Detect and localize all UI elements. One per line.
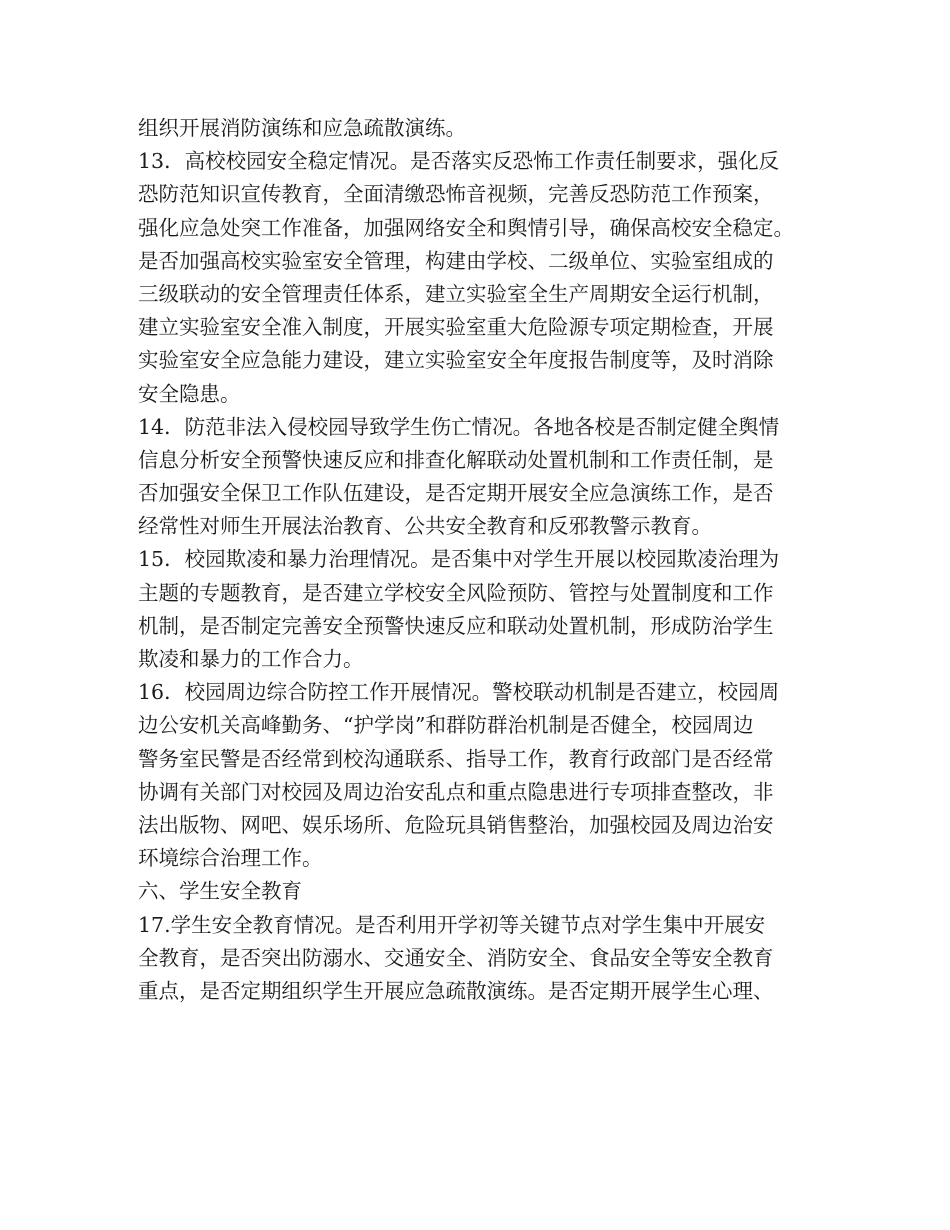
text-line: 实验室安全应急能力建设，建立实验室安全年度报告制度等，及时消除 [138, 348, 774, 373]
document-body [138, 112, 828, 1008]
item-13-heading-line: 13．高校校园安全稳定情况。是否落实反恐怖工作责任制要求，强化反 [138, 149, 780, 174]
text-line: 警务室民警是否经常到校沟通联系、指导工作，教育行政部门是否经常 [138, 746, 774, 771]
text-line: 三级联动的安全管理责任体系，建立实验室全生产周期安全运行机制， [138, 281, 774, 306]
item-16-heading-line: 16．校园周边综合防控工作开展情况。警校联动机制是否建立，校园周 [138, 680, 780, 705]
item-14-heading-line: 14．防范非法入侵校园导致学生伤亡情况。各地各校是否制定健全舆情 [138, 414, 780, 439]
item-15-heading-line: 15．校园欺凌和暴力治理情况。是否集中对学生开展以校园欺凌治理为 [138, 547, 780, 572]
text-line: 法出版物、网吧、娱乐场所、危险玩具销售整治，加强校园及周边治安 [138, 812, 774, 837]
text-line: 建立实验室安全准入制度，开展实验室重大危险源专项定期检查，开展 [138, 315, 774, 340]
text-line: 否加强安全保卫工作队伍建设，是否定期开展安全应急演练工作，是否 [138, 481, 774, 506]
text-line: 经常性对师生开展法治教育、公共安全教育和反邪教警示教育。 [138, 514, 712, 539]
text-line: 机制，是否制定完善安全预警快速反应和联动处置机制，形成防治学生 [138, 613, 774, 638]
text-line: 重点，是否定期组织学生开展应急疏散演练。是否定期开展学生心理、 [138, 978, 774, 1003]
text-line: 强化应急处突工作准备，加强网络安全和舆情引导，确保高校安全稳定。 [138, 215, 794, 240]
text-line: 安全隐患。 [138, 381, 241, 406]
text-line: 主题的专题教育，是否建立学校安全风险预防、管控与处置制度和工作 [138, 580, 774, 605]
text-line: 协调有关部门对校园及周边治安乱点和重点隐患进行专项排查整改，非 [138, 779, 774, 804]
text-line: 全教育，是否突出防溺水、交通安全、消防安全、食品安全等安全教育 [138, 945, 774, 970]
text-line: 欺凌和暴力的工作合力。 [138, 647, 364, 671]
item-17-heading-line: 17.学生安全教育情况。是否利用开学初等关键节点对学生集中开展安 [138, 912, 766, 937]
text-line: 是否加强高校实验室安全管理，构建由学校、二级单位、实验室组成的 [138, 248, 774, 273]
section-6-heading: 六、学生安全教育 [138, 879, 302, 904]
text-line: 环境综合治理工作。 [138, 846, 323, 871]
text-line: 信息分析安全预警快速反应和排查化解联动处置机制和工作责任制，是 [138, 447, 774, 472]
text-line: 边公安机关高峰勤务、“护学岗”和群防群治机制是否健全，校园周边 [138, 713, 754, 738]
text-line: 恐防范知识宣传教育，全面清缴恐怖音视频，完善反恐防范工作预案， [138, 182, 774, 207]
text-line: 组织开展消防演练和应急疏散演练。 [138, 116, 466, 140]
